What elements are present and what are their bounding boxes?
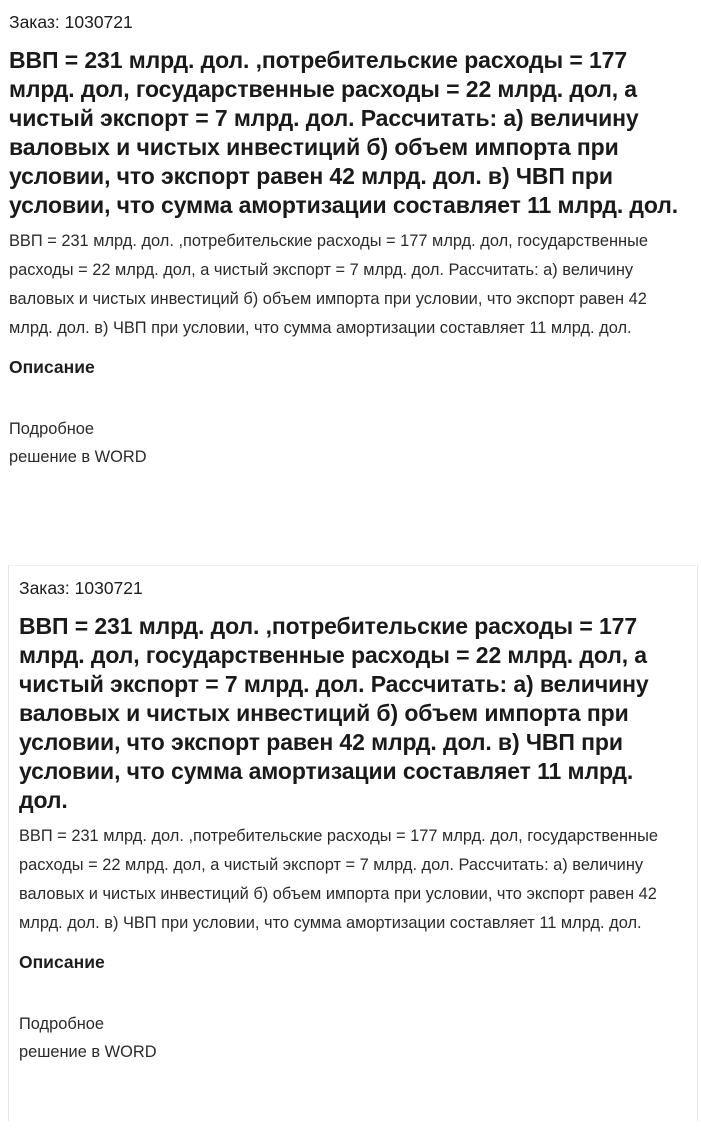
description-line: Подробное (19, 1015, 105, 1033)
task-text: ВВП = 231 млрд. дол. ,потребительские расходы = 177 млрд. дол, государственные расходы = 22 млрд. дол, а чистый экспорт = 7 млрд. дол. Рассчитать: а) величину валовых и чистых инвестиций б) объем импорта при условии, что экспорт равен 42 млрд. дол. в) ЧВП при условии, что сумма амортизации составляет 11 млрд. дол. (9, 232, 649, 337)
description-line: решение в WORD (19, 1043, 157, 1061)
description-line: Подробное (9, 420, 95, 438)
task-heading: ВВП = 231 млрд. дол. ,потребительские расходы = 177 млрд. дол, государственные расходы = 22 млрд. дол, а чистый экспорт = 7 млрд. дол. Рассчитать: а) величину валовых и чистых инвестиций б) объем импорта при условии, что экспорт равен 42 млрд. дол. в) ЧВП при условии, что сумма амортизации составляет 11 млрд. дол. (19, 613, 649, 813)
description-text (19, 1010, 219, 1066)
description-line: решение в WORD (9, 448, 147, 466)
order-card-embedded (8, 565, 698, 1121)
order-card (0, 0, 701, 560)
description-title: Описание (9, 357, 95, 377)
order-number: Заказ: 1030721 (9, 12, 133, 32)
order-number: Заказ: 1030721 (19, 578, 143, 598)
description-title: Описание (19, 952, 105, 972)
task-text: ВВП = 231 млрд. дол. ,потребительские расходы = 177 млрд. дол, государственные расходы = 22 млрд. дол, а чистый экспорт = 7 млрд. дол. Рассчитать: а) величину валовых и чистых инвестиций б) объем импорта при условии, что экспорт равен 42 млрд. дол. в) ЧВП при условии, что сумма амортизации составляет 11 млрд. дол. (19, 827, 659, 932)
task-heading: ВВП = 231 млрд. дол. ,потребительские расходы = 177 млрд. дол, государственные расходы = 22 млрд. дол, а чистый экспорт = 7 млрд. дол. Рассчитать: а) величину валовых и чистых инвестиций б) объем импорта при условии, что экспорт равен 42 млрд. дол. в) ЧВП при условии, что сумма амортизации составляет 11 млрд. дол. (9, 47, 679, 218)
description-text (9, 415, 209, 471)
